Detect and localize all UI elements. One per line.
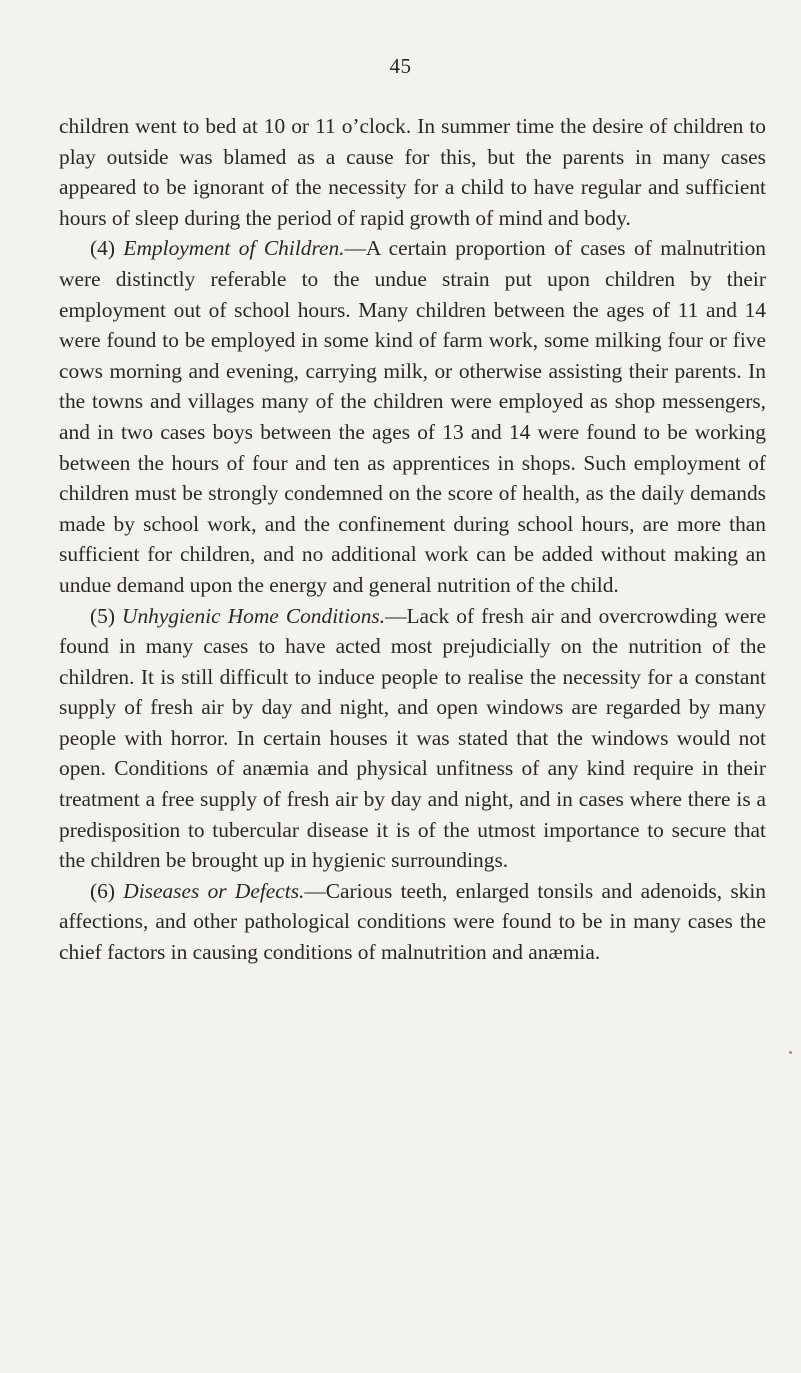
paragraph-text: —A certain proportion of cases of malnutrition were distinctly referable to the undue strain put upon children by their employment out of school hours. Many children between the ages of 11 and 14 were found to be employed in some kind of farm work, some milking four or five cows morning and evening, carrying milk, or otherwise assisting their parents. In the towns and villages many of the children were employed as shop messengers, and in two cases boys between the ages of 13 and 14 were found to be working between the hours of four and ten as apprentices in shops. Such employment of children must be strongly condemned on the score of health, as the daily demands made by school work, and the confinement during school hours, are more than sufficient for children, and no additional work can be added without making an undue demand upon the energy and general nutrition of the child. bbox=[59, 236, 766, 597]
section-heading: Employment of Children. bbox=[123, 236, 345, 261]
paragraph-text: children went to bed at 10 or 11 o’clock. In summer time the desire of children to play outside was blamed as a cause for this, but the parents in many cases appeared to be ignorant of the necessity for a child to have regular and sufficient hours of sleep during the period of rapid growth of mind and body. bbox=[59, 114, 766, 230]
paragraph-diseases-or-defects bbox=[59, 876, 766, 968]
paper-speck bbox=[789, 1051, 792, 1054]
paragraph-employment-of-children bbox=[59, 233, 766, 600]
section-number: (4) bbox=[90, 236, 115, 261]
page-number: 45 bbox=[389, 54, 412, 78]
body-text bbox=[59, 111, 766, 968]
paragraph-text: —Lack of fresh air and overcrowding were found in many cases to have acted most prejudicially on the nutrition of the children. It is still difficult to induce people to realise the necessity for a constant supply of fresh air by day and night, and open windows are regarded by many people with horror. In certain houses it was stated that the windows would not open. Conditions of anæmia and physical unfitness of any kind require in their treatment a free supply of fresh air by day and night, and in cases where there is a predisposition to tubercular disease it is of the utmost importance to secure that the children be brought up in hygienic surroundings. bbox=[59, 603, 767, 873]
section-number: (6) bbox=[90, 878, 115, 903]
paragraph-unhygienic-home-conditions bbox=[59, 601, 766, 876]
section-heading: Unhygienic Home Conditions. bbox=[122, 603, 386, 628]
paragraph-continuation bbox=[59, 111, 766, 233]
section-number: (5) bbox=[90, 603, 115, 628]
section-heading: Diseases or Defects. bbox=[123, 878, 305, 903]
paragraph-text: —Carious teeth, enlarged tonsils and adenoids, skin affections, and other pathological conditions were found to be in many cases the chief factors in causing conditions of malnutrition and anæmia. bbox=[59, 878, 766, 965]
